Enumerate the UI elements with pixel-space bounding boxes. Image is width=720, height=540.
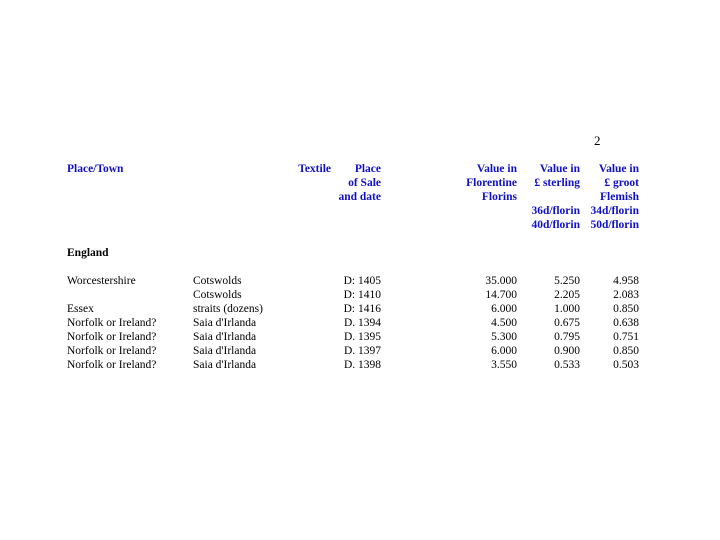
cell-florins: 6.000 xyxy=(491,345,517,357)
cell-textile: Saia d'Irlanda xyxy=(193,317,257,329)
cell-place-of-sale: D: 1416 xyxy=(343,303,381,315)
cell-sterling: 2.205 xyxy=(554,289,580,301)
cell-place-of-sale: D. 1395 xyxy=(343,331,381,343)
header-groot: Value in £ groot Flemish 34d/florin 50d/florin xyxy=(590,163,639,231)
table-row xyxy=(0,288,720,302)
cell-groot: 0.850 xyxy=(613,345,639,357)
header-place-of-sale: Place of Sale and date xyxy=(338,163,381,203)
cell-place: Norfolk or Ireland? xyxy=(67,359,157,371)
cell-florins: 3.550 xyxy=(491,359,517,371)
table-row xyxy=(0,302,720,316)
cell-sterling: 1.000 xyxy=(554,303,580,315)
header-sterling: Value in £ sterling 36d/florin 40d/florin xyxy=(531,163,580,231)
cell-sterling: 0.533 xyxy=(554,359,580,371)
table-row xyxy=(0,344,720,358)
cell-place-of-sale: D. 1394 xyxy=(343,317,381,329)
cell-groot: 0.503 xyxy=(613,359,639,371)
cell-florins: 35.000 xyxy=(485,275,517,287)
cell-place: Norfolk or Ireland? xyxy=(67,331,157,343)
cell-textile: Cotswolds xyxy=(193,275,242,287)
cell-florins: 14.700 xyxy=(485,289,517,301)
table-row xyxy=(0,330,720,344)
header-textile: Textile xyxy=(298,163,331,175)
cell-place-of-sale: D: 1410 xyxy=(343,289,381,301)
section-title: England xyxy=(67,247,109,259)
cell-place: Norfolk or Ireland? xyxy=(67,317,157,329)
cell-place: Norfolk or Ireland? xyxy=(67,345,157,357)
table-row xyxy=(0,316,720,330)
header-place-town: Place/Town xyxy=(67,163,124,175)
cell-florins: 4.500 xyxy=(491,317,517,329)
cell-textile: Saia d'Irlanda xyxy=(193,331,257,343)
cell-florins: 6.000 xyxy=(491,303,517,315)
cell-sterling: 0.795 xyxy=(554,331,580,343)
cell-textile: Cotswolds xyxy=(193,289,242,301)
cell-place: Worcestershire xyxy=(67,275,136,287)
cell-place-of-sale: D. 1397 xyxy=(343,345,381,357)
header-florins: Value in Florentine Florins xyxy=(466,163,517,203)
cell-place: Essex xyxy=(67,303,94,315)
cell-sterling: 0.900 xyxy=(554,345,580,357)
cell-groot: 2.083 xyxy=(613,289,639,301)
cell-sterling: 5.250 xyxy=(554,275,580,287)
cell-groot: 0.638 xyxy=(613,317,639,329)
cell-florins: 5.300 xyxy=(491,331,517,343)
cell-groot: 0.850 xyxy=(613,303,639,315)
table-row xyxy=(0,358,720,372)
cell-sterling: 0.675 xyxy=(554,317,580,329)
table-row xyxy=(0,274,720,288)
cell-place-of-sale: D: 1405 xyxy=(343,275,381,287)
cell-place-of-sale: D. 1398 xyxy=(343,359,381,371)
cell-textile: straits (dozens) xyxy=(193,303,263,315)
page-number: 2 xyxy=(594,133,601,148)
cell-groot: 4.958 xyxy=(613,275,639,287)
cell-textile: Saia d'Irlanda xyxy=(193,359,257,371)
cell-groot: 0.751 xyxy=(613,331,639,343)
cell-textile: Saia d'Irlanda xyxy=(193,345,257,357)
